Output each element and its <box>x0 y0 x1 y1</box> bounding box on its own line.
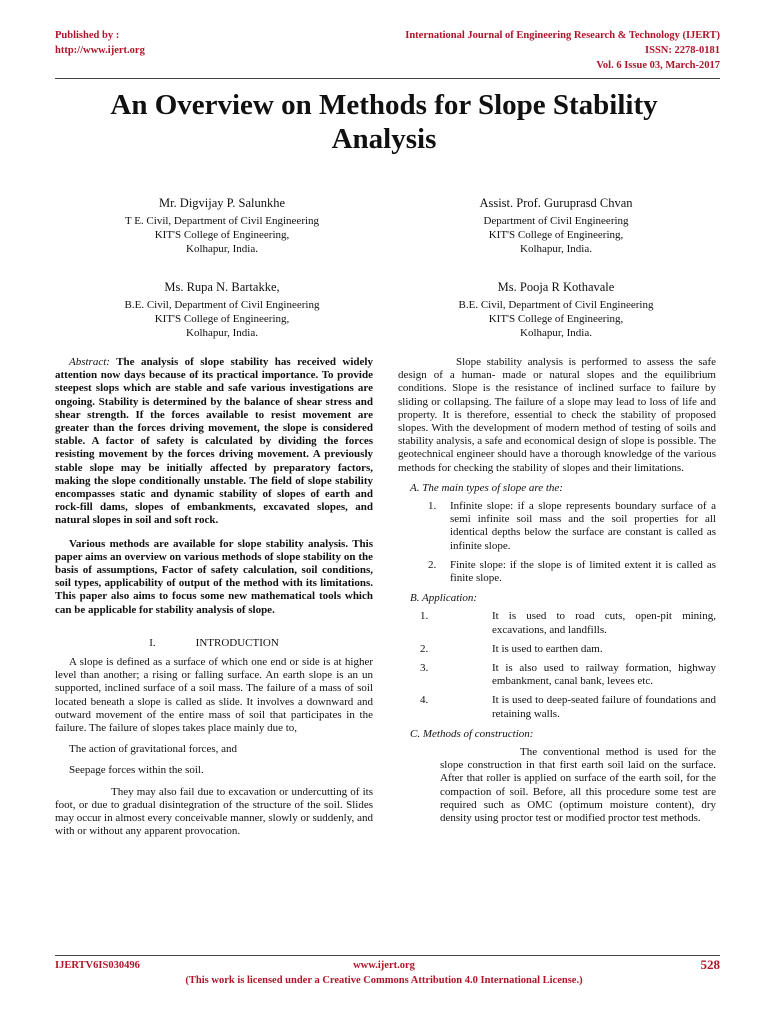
list-item: 3. It is also used to railway formation, highway embankment, canal bank, levees etc. <box>420 662 716 688</box>
page-number: 528 <box>700 957 720 972</box>
author-affiliation: B.E. Civil, Department of Civil Engineering <box>124 299 320 311</box>
list-item: 2. Finite slope: if the slope is of limited extent it is called as finite slope. <box>428 558 716 585</box>
abstract-label: Abstract: <box>69 356 110 368</box>
subsection-heading-a: A. The main types of slope are the: <box>410 481 563 494</box>
abstract-paragraph-2: Various methods are available for slope stability analysis. This paper aims an overview on various methods of slope stability on the basis of assumptions, Factor of safety calculation, soil conditions, soil types, applicability of output of the method with its limitations. This paper also aims to focus some new mathematical tools which can be applicable for stability analysis of slope. <box>55 537 373 616</box>
journal-name: International Journal of Engineering Research & Technology (IJERT) <box>405 30 720 41</box>
application-list <box>420 610 716 720</box>
slope-types-list <box>428 500 716 585</box>
author-affiliation: Department of Civil Engineering <box>483 215 629 227</box>
author-affiliation: Kolhapur, India. <box>186 243 258 255</box>
publisher-url[interactable]: http://www.ijert.org <box>55 45 145 56</box>
author-block <box>72 196 372 256</box>
abstract-paragraph <box>55 356 373 528</box>
header-rule <box>55 78 720 79</box>
author-name: Ms. Pooja R Kothavale <box>497 280 615 294</box>
title-line-1: An Overview on Methods for Slope Stability <box>110 89 658 121</box>
footer-url[interactable]: www.ijert.org <box>353 960 415 971</box>
section-heading-introduction <box>55 637 373 650</box>
right-column <box>398 356 716 825</box>
publisher-label: Published by : <box>55 30 120 41</box>
issn: ISSN: 2278-0181 <box>645 45 720 56</box>
author-affiliation: KIT'S College of Engineering, <box>154 313 290 325</box>
title-line-2: Analysis <box>331 123 437 155</box>
volume-issue: Vol. 6 Issue 03, March-2017 <box>596 60 720 71</box>
abstract-text: The analysis of slope stability has received widely attention now days because of its practical importance. To provide steepest slops which are stable and safe various investigations are ongoing. Stability is determined by the balance of shear stress and shear strength. If the forces available to resist movement are greater than the forces driving movement, the slope is considered stable. A factor of safety is calculated by dividing the forces resisting movement by the forces driving movement. A previously stable slope may be initially affected by preparatory factors, making the slope conditionally unstable. The field of slope stability encompasses static and dynamic stability of slopes of earth and rock-fill dams, slopes of embankments, excavated slopes, and natural slopes in soil and soft rock. <box>55 356 373 527</box>
subsection-heading-c: C. Methods of construction: <box>410 727 534 740</box>
author-name: Assist. Prof. Guruprasd Chvan <box>479 196 633 210</box>
subsection-heading-b: B. Application: <box>410 592 478 605</box>
list-item: 1. It is used to road cuts, open-pit mining, excavations, and landfills. <box>420 610 716 636</box>
author-affiliation: B.E. Civil, Department of Civil Engineering <box>458 299 654 311</box>
author-block <box>406 280 706 340</box>
intro-paragraph: A slope is defined as a surface of which one end or side is at higher level than another; a rising or falling surface. An earth slope is an un supported, inclined surface of a soil mass. The failure of a mass of soil located beneath a slope is called as slide. It involves a downward and outward movement of the entire mass of soil that participates in the failure. The failure of slopes takes place mainly due to, <box>55 656 373 735</box>
license-notice: (This work is licensed under a Creative Commons Attribution 4.0 International License.) <box>185 975 583 986</box>
list-item: 2. It is used to earthen dam. <box>420 642 603 655</box>
author-affiliation: KIT'S College of Engineering, <box>154 229 290 241</box>
list-item: 1. Infinite slope: if a slope represents boundary surface of a semi infinite soil mass and the soil properties for all identical depths below the surface are constant is called as infinite slope. <box>428 500 716 552</box>
author-affiliation: T E. Civil, Department of Civil Engineering <box>124 215 320 227</box>
paper-title <box>40 88 728 156</box>
left-column <box>55 356 373 839</box>
list-item: 4. It is used to deep-seated failure of foundations and retaining walls. <box>420 694 716 720</box>
footer-rule <box>55 955 720 956</box>
failure-cause-item: The action of gravitational forces, and <box>69 743 237 756</box>
author-affiliation: Kolhapur, India. <box>520 243 592 255</box>
author-affiliation: Kolhapur, India. <box>186 327 258 339</box>
author-affiliation: KIT'S College of Engineering, <box>488 229 624 241</box>
section-title: INTRODUCTION <box>195 636 279 649</box>
paper-id: IJERTV6IS030496 <box>55 960 140 971</box>
author-name: Ms. Rupa N. Bartakke, <box>164 280 280 294</box>
section-number: I. <box>149 636 156 649</box>
author-affiliation: KIT'S College of Engineering, <box>488 313 624 325</box>
body-paragraph: Slope stability analysis is performed to assess the safe design of a human- made or natural slopes and the equilibrium conditions. Slope is the resistance of inclined surface to failure by sliding or collapsing. The failure of a slope may lead to loss of life and property. It is therefore, essential to check the stability of proposed slopes. With the development of modern method of testing of soils and stability analysis, a safe and economical design of slope is possible. The geotechnical engineer should have a thorough knowledge of the various methods for checking the stability of slopes and their limitations. <box>398 356 716 474</box>
author-block <box>406 196 706 256</box>
page-header <box>0 28 768 78</box>
construction-paragraph: The conventional method is used for the slope construction in that first earth soil laid on the surface. After that roller is applied on surface of the earth soil, for the compaction of soil. Before, all this procedure some test are required such as OMC (optimum moisture content), dry density using proctor test or modified proctor test methods. <box>440 746 716 825</box>
intro-paragraph-2: They may also fail due to excavation or undercutting of its foot, or due to gradual disintegration of the structure of the soil. Slides may occur in almost every conceivable manner, slowly or suddenly, and with or without any apparent provocation. <box>55 785 373 838</box>
author-name: Mr. Digvijay P. Salunkhe <box>158 196 286 210</box>
author-affiliation: Kolhapur, India. <box>520 327 592 339</box>
failure-cause-item: Seepage forces within the soil. <box>69 764 204 777</box>
author-block <box>72 280 372 340</box>
